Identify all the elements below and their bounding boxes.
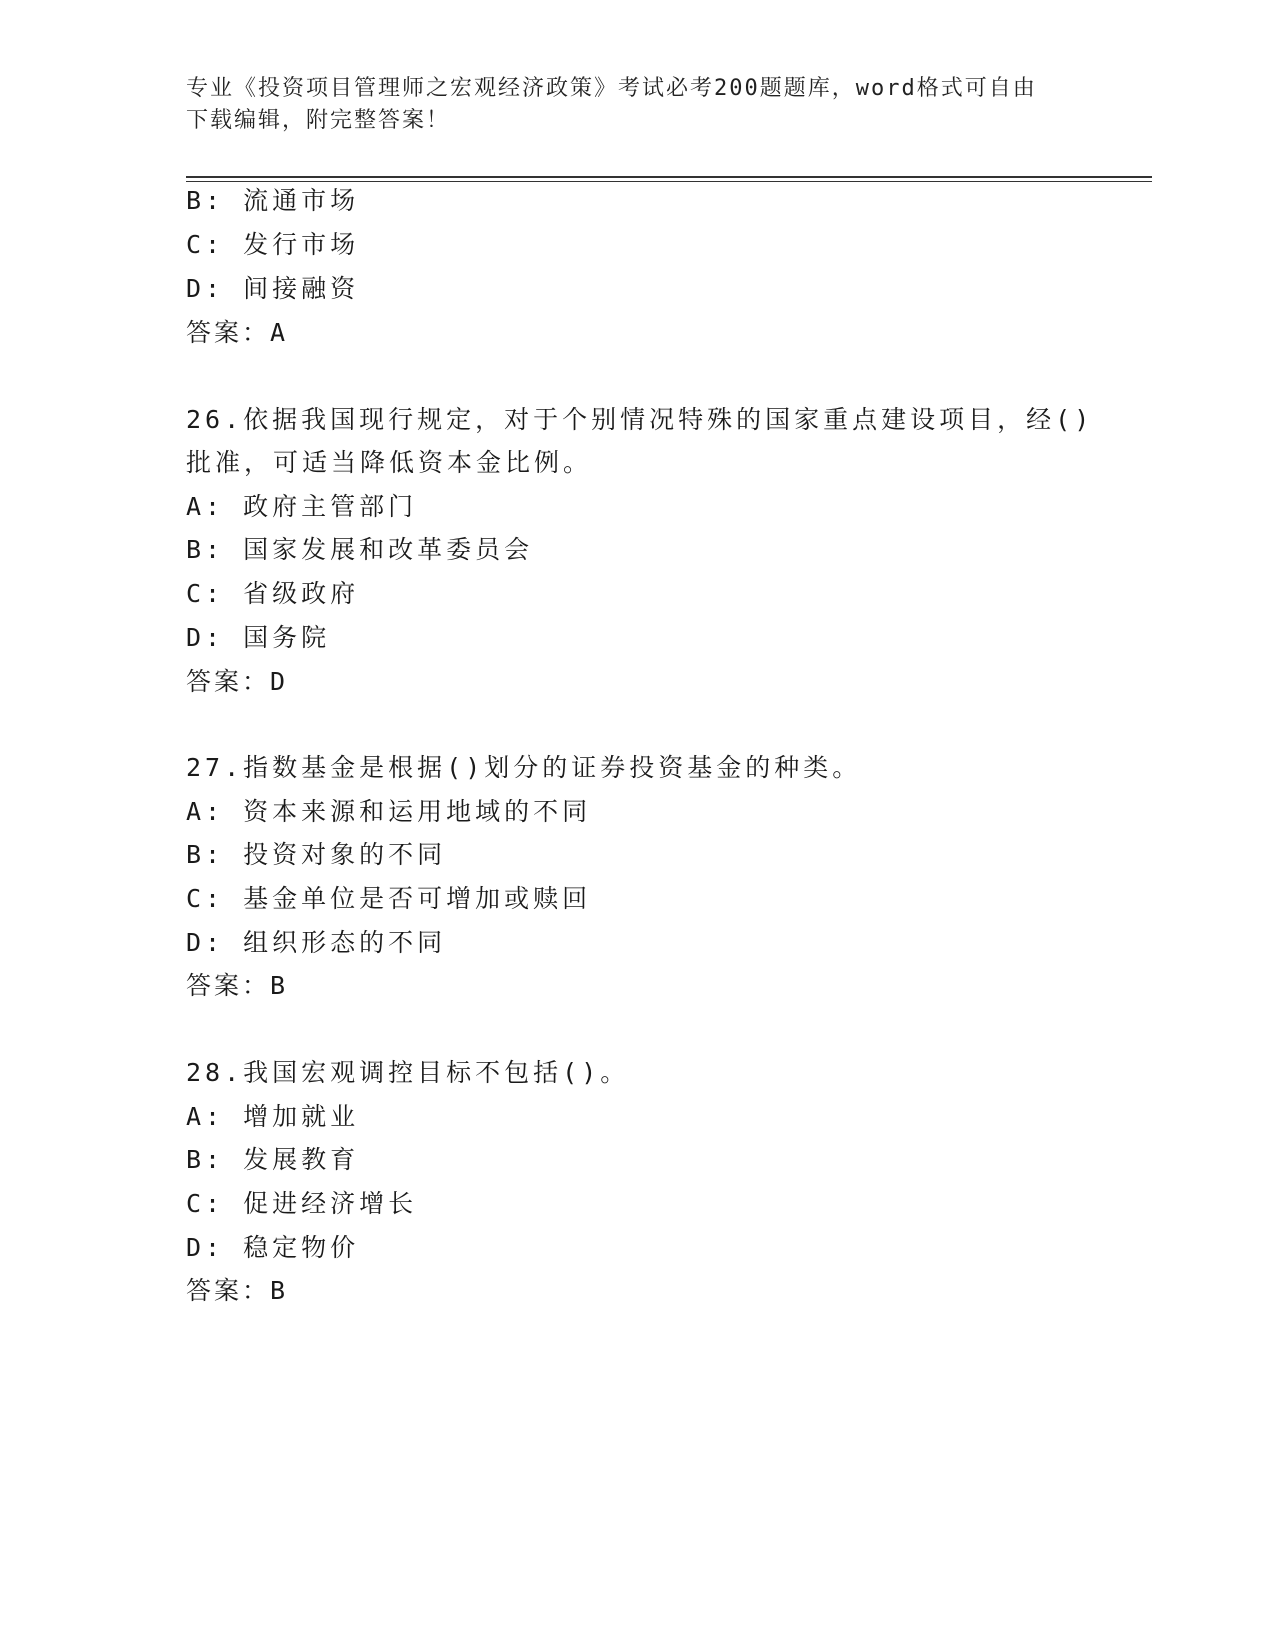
q25-answer: 答案：A [186, 318, 289, 347]
q27-answer: 答案：B [186, 971, 289, 1000]
q28-option-c: C: 促进经济增长 [186, 1189, 418, 1218]
q26-stem-line-1: 26.依据我国现行规定，对于个别情况特殊的国家重点建设项目，经() [186, 405, 1094, 434]
q27-option-a: A: 资本来源和运用地域的不同 [186, 797, 592, 826]
q27-option-d: D: 组织形态的不同 [186, 928, 447, 957]
document-header [186, 73, 1066, 137]
q27-stem-line-1: 27.指数基金是根据()划分的证券投资基金的种类。 [186, 753, 862, 782]
q26-stem-line-2: 批准，可适当降低资本金比例。 [186, 448, 593, 477]
q28-option-b: B: 发展教育 [186, 1145, 360, 1174]
q26-answer: 答案：D [186, 667, 289, 696]
q25-option-d: D: 间接融资 [186, 274, 360, 303]
q28-answer: 答案：B [186, 1276, 289, 1305]
q28-option-d: D: 稳定物价 [186, 1233, 360, 1262]
q27-option-c: C: 基金单位是否可增加或赎回 [186, 884, 592, 913]
header-divider-thin [186, 181, 1152, 182]
q28-option-a: A: 增加就业 [186, 1102, 360, 1131]
header-divider-thick [186, 176, 1152, 178]
header-line-1: 专业《投资项目管理师之宏观经济政策》考试必考200题题库，word格式可自由 [186, 76, 1037, 101]
q26-option-b: B: 国家发展和改革委员会 [186, 535, 534, 564]
q26-option-a: A: 政府主管部门 [186, 492, 418, 521]
header-line-2: 下载编辑，附完整答案！ [186, 108, 451, 133]
q25-option-c: C: 发行市场 [186, 230, 360, 259]
q27-option-b: B: 投资对象的不同 [186, 840, 447, 869]
q25-option-b: B: 流通市场 [186, 186, 360, 215]
q26-option-d: D: 国务院 [186, 623, 331, 652]
q28-stem-line-1: 28.我国宏观调控目标不包括()。 [186, 1058, 630, 1087]
q26-option-c: C: 省级政府 [186, 579, 360, 608]
